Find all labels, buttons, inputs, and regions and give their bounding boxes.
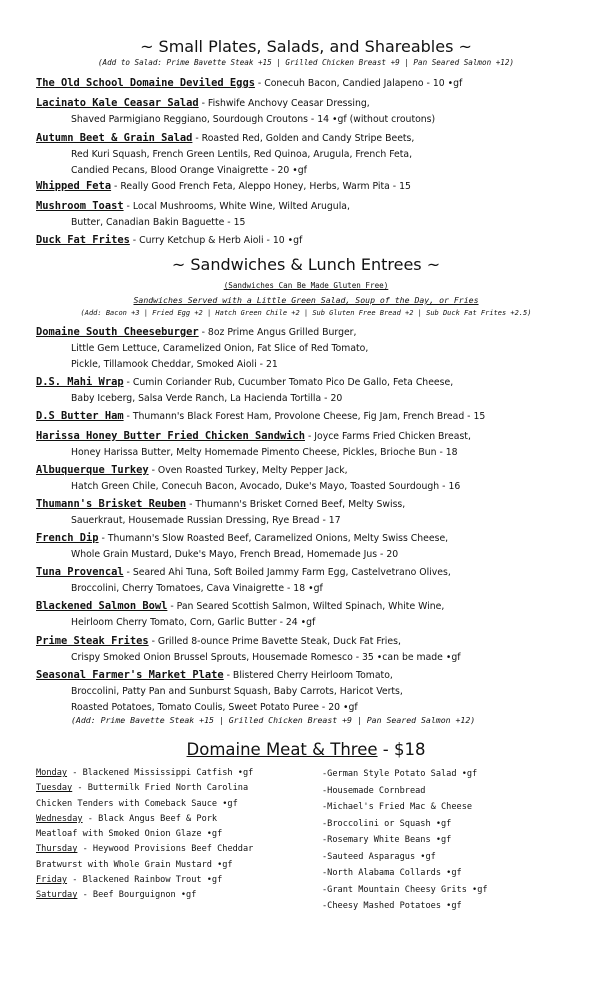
day-name: Thursday — [36, 844, 78, 855]
menu-item-name: Blackened Salmon Bowl — [36, 600, 168, 612]
menu-item-description: - Seared Ahi Tuna, Soft Boiled Jammy Farm Egg, Castelvetrano Olives, — [123, 567, 451, 578]
daily-special — [36, 812, 253, 827]
day-name: Tuesday — [36, 783, 73, 794]
menu-item — [36, 428, 601, 461]
side-item: -Michael's Fried Mac & Cheese — [322, 802, 473, 812]
menu-item-name: Prime Steak Frites — [36, 635, 149, 647]
menu-item-description: - Really Good French Feta, Aleppo Honey, Herbs, Warm Pita - 15 — [111, 181, 411, 192]
daily-special — [36, 888, 253, 903]
day-name: Monday — [36, 768, 68, 778]
menu-item-description-cont: Roasted Potatoes, Tomato Coulis, Sweet Potato Puree - 20 •gf — [71, 702, 358, 713]
menu-item-description-cont: Broccolini, Cherry Tomatoes, Cava Vinaigrette - 18 •gf — [71, 583, 323, 594]
menu-item-description-cont: Hatch Green Chile, Conecuh Bacon, Avocado, Duke's Mayo, Toasted Sourdough - 16 — [71, 481, 461, 492]
menu-item-description: - Conecuh Bacon, Candied Jalapeno - 10 •gf — [254, 78, 463, 89]
day-name: Friday — [36, 875, 68, 886]
menu-item-description-cont: Little Gem Lettuce, Caramelized Onion, Fat Slice of Red Tomato, — [71, 343, 369, 354]
menu-item-name: Mushroom Toast — [36, 200, 124, 212]
menu-item-description: - Grilled 8-ounce Prime Bavette Steak, Duck Fat Fries, — [148, 636, 401, 647]
menu-item-description-cont: Whole Grain Mustard, Duke's Mayo, French Bread, Homemade Jus - 20 — [71, 549, 399, 560]
menu-item-description-cont: Candied Pecans, Blood Orange Vinaigrette - 20 •gf — [71, 165, 307, 176]
day-dish: - Beef Bourguignon •gf — [77, 890, 197, 901]
menu-item-description: - 8oz Prime Angus Grilled Burger, — [198, 327, 357, 338]
side-item: -Grant Mountain Cheesy Grits •gf — [322, 884, 488, 895]
day-dish: - Buttermilk Fried North Carolina — [72, 783, 249, 794]
menu-item — [36, 75, 601, 92]
menu-item-name: Domaine South Cheeseburger — [36, 326, 199, 338]
menu-item-description: - Thumann's Slow Roasted Beef, Caramelized Onions, Melty Swiss Cheese, — [98, 533, 449, 544]
menu-item-description: - Joyce Farms Fried Chicken Breast, — [305, 431, 471, 442]
menu-item-description-cont: Red Kuri Squash, French Green Lentils, Red Quinoa, Arugula, French Feta, — [71, 149, 413, 160]
day-dish-cont: Meatloaf with Smoked Onion Glaze •gf — [36, 829, 223, 840]
menu-item — [36, 564, 601, 597]
day-dish: - Heywood Provisions Beef Cheddar — [77, 844, 254, 855]
menu-item-description: - Thumann's Black Forest Ham, Provolone Cheese, Fig Jam, French Bread - 15 — [123, 411, 486, 422]
menu-item-name: Autumn Beet & Grain Salad — [36, 132, 193, 144]
menu-item-name: French Dip — [36, 532, 99, 544]
side-item: -Broccolini or Squash •gf — [322, 818, 452, 829]
menu-item — [36, 530, 601, 563]
daily-special — [36, 842, 253, 857]
sides-list — [322, 766, 488, 915]
day-name: Saturday — [36, 890, 78, 901]
menu-item-name: Lacinato Kale Ceasar Salad — [36, 97, 199, 109]
side-item: -Housemade Cornbread — [322, 785, 426, 796]
menu-item — [36, 232, 601, 249]
menu-item — [36, 324, 601, 373]
menu-item-description-cont: Baby Iceberg, Salsa Verde Ranch, La Hacienda Tortilla - 20 — [71, 393, 343, 404]
side-item: -North Alabama Collards •gf — [322, 868, 462, 878]
menu-item-description-cont: Sauerkraut, Housemade Russian Dressing, Rye Bread - 17 — [71, 515, 341, 526]
menu-item-name: Albuquerque Turkey — [36, 464, 149, 476]
daily-special — [36, 873, 253, 888]
menu-item-description: - Cumin Coriander Rub, Cucumber Tomato Pico De Gallo, Feta Cheese, — [123, 377, 454, 388]
menu-item — [36, 95, 601, 128]
menu-item-description-cont: Heirloom Cherry Tomato, Corn, Garlic Butter - 24 •gf — [71, 617, 316, 628]
menu-item — [36, 496, 601, 529]
menu-item-name: Thumann's Brisket Reuben — [36, 498, 187, 510]
meat-three-price: - $18 — [377, 740, 426, 759]
meat-three-title — [0, 740, 612, 759]
side-item: -Cheesy Mashed Potatoes •gf — [322, 901, 462, 911]
sandwiches-title: ~ Sandwiches & Lunch Entrees ~ — [171, 255, 441, 274]
salad-add-note: (Add to Salad: Prime Bavette Steak +15 | Grilled Chicken Breast +9 | Pan Seared Salmon +12) — [97, 58, 515, 67]
daily-special — [36, 766, 253, 781]
side-item: -Rosemary White Beans •gf — [322, 835, 452, 845]
menu-item — [36, 462, 601, 495]
menu-item-description-cont: Shaved Parmigiano Reggiano, Sourdough Croutons - 14 •gf (without croutons) — [71, 114, 436, 125]
daily-specials-list — [36, 766, 253, 904]
day-dish: - Blackened Rainbow Trout •gf — [67, 875, 223, 886]
menu-item-description: - Local Mushrooms, White Wine, Wilted Arugula, — [123, 201, 350, 212]
side-item: -German Style Potato Salad •gf — [322, 769, 478, 779]
menu-item-name: Harissa Honey Butter Fried Chicken Sandwich — [36, 430, 305, 442]
menu-item — [36, 633, 601, 666]
menu-item-description: - Curry Ketchup & Herb Aioli - 10 •gf — [129, 235, 303, 246]
sandwich-add-note: (Add: Bacon +3 | Fried Egg +2 | Hatch Green Chile +2 | Sub Gluten Free Bread +2 | Sub Duck Fat Frites +2.5) — [80, 309, 532, 317]
menu-item-name: Tuna Provencal — [36, 566, 124, 578]
day-dish: - Black Angus Beef & Pork — [82, 813, 218, 824]
menu-item-name: D.S Butter Ham — [36, 410, 124, 422]
menu-item-name: The Old School Domaine Deviled Eggs — [36, 77, 255, 89]
menu-item-description: - Blistered Cherry Heirloom Tomato, — [223, 670, 393, 681]
menu-item — [36, 178, 601, 195]
served-with-note: Sandwiches Served with a Little Green Salad, Soup of the Day, or Fries — [133, 295, 479, 305]
menu-item-description-cont: Butter, Canadian Bakin Baguette - 15 — [71, 217, 246, 228]
menu-item-name: Whipped Feta — [36, 180, 112, 192]
menu-item — [36, 667, 601, 716]
menu-item — [36, 408, 601, 425]
day-dish-cont: Chicken Tenders with Comeback Sauce •gf — [36, 798, 238, 809]
menu-item-description: - Roasted Red, Golden and Candy Stripe Beets, — [192, 133, 415, 144]
menu-item-description: - Pan Seared Scottish Salmon, Wilted Spinach, White Wine, — [167, 601, 445, 612]
menu-item-name: Duck Fat Frites — [36, 234, 130, 246]
daily-special — [36, 781, 253, 796]
menu-item-description-cont: Honey Harissa Butter, Melty Homemade Pimento Cheese, Pickles, Brioche Bun - 18 — [71, 447, 458, 458]
meat-three-name: Domaine Meat & Three — [186, 740, 378, 759]
gluten-free-note: (Sandwiches Can Be Made Gluten Free) — [223, 281, 389, 290]
day-name: Wednesday — [36, 813, 83, 824]
side-item: -Sauteed Asparagus •gf — [322, 851, 436, 862]
day-dish-cont: Bratwurst with Whole Grain Mustard •gf — [36, 859, 233, 870]
menu-item — [36, 198, 601, 231]
menu-item-name: Seasonal Farmer's Market Plate — [36, 669, 224, 681]
menu-item — [36, 374, 601, 407]
small-plates-title: ~ Small Plates, Salads, and Shareables ~ — [140, 37, 472, 56]
menu-item-name: D.S. Mahi Wrap — [36, 376, 124, 388]
menu-item-description-cont: Pickle, Tillamook Cheddar, Smoked Aioli - 21 — [71, 359, 278, 370]
menu-item-description: - Fishwife Anchovy Ceasar Dressing, — [198, 98, 370, 109]
menu-item-description: - Oven Roasted Turkey, Melty Pepper Jack, — [148, 465, 348, 476]
menu-item — [36, 598, 601, 631]
menu-item-description: - Thumann's Brisket Corned Beef, Melty Swiss, — [186, 499, 406, 510]
day-dish: - Blackened Mississippi Catfish •gf — [67, 768, 254, 778]
entree-add-note: (Add: Prime Bavette Steak +15 | Grilled Chicken Breast +9 | Pan Seared Salmon +12) — [71, 715, 476, 725]
menu-item-description-cont: Broccolini, Patty Pan and Sunburst Squash, Baby Carrots, Haricot Verts, — [71, 686, 403, 697]
menu-item-description-cont: Crispy Smoked Onion Brussel Sprouts, Housemade Romesco - 35 •can be made •gf — [71, 652, 461, 663]
menu-item — [36, 130, 601, 179]
